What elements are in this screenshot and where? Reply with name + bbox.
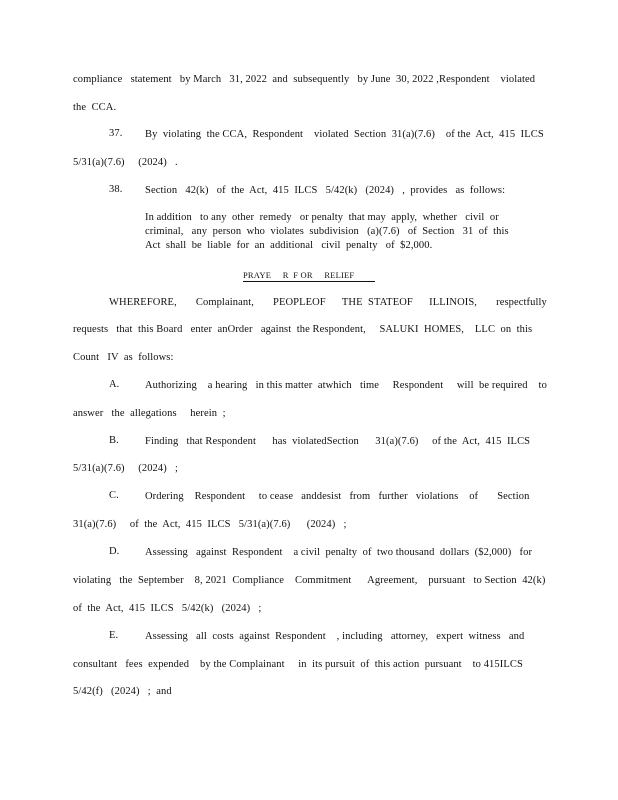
paragraph-line: WHEREFORE, Complainant, PEOPLEOF THE STATEOF ILLINOIS, respectfully xyxy=(109,297,547,308)
list-item-line: Finding that Respondent has violatedSection 31(a)(7.6) of the Act, 415 ILCS xyxy=(145,436,531,447)
list-item-line: consultant fees expended by the Complainant in its pursuit of this action pursuant to 415ILCS xyxy=(73,659,523,670)
list-item-marker: E. xyxy=(109,630,119,641)
list-item-line: Authorizing a hearing in this matter atwhich time Respondent will be required to xyxy=(145,380,547,391)
paragraph-line: Section 42(k) of the Act, 415 ILCS 5/42(k) (2024) , provides as follows: xyxy=(145,185,506,196)
list-item-line: violating the September 8, 2021 Compliance Commitment Agreement, pursuant to Section 42(k) xyxy=(73,575,546,586)
list-item-line: 5/42(f) (2024) ; and xyxy=(73,686,172,697)
list-item-line: answer the allegations herein ; xyxy=(73,408,226,419)
block-quote-line: Act shall be liable for an additional civil penalty of $2,000. xyxy=(145,240,433,251)
section-heading: PRAYE R F OR RELIEF xyxy=(243,269,375,282)
list-item-marker: C. xyxy=(109,490,119,501)
list-item-marker: D. xyxy=(109,546,120,557)
list-item-line: Ordering Respondent to cease anddesist from further violations of Section xyxy=(145,491,530,502)
paragraph-line: requests that this Board enter anOrder against the Respondent, SALUKI HOMES, LLC on this xyxy=(73,324,533,335)
paragraph-line: the CCA. xyxy=(73,102,117,113)
paragraph-number: 37. xyxy=(109,128,123,139)
paragraph-line: 5/31(a)(7.6) (2024) . xyxy=(73,157,178,168)
list-item-line: of the Act, 415 ILCS 5/42(k) (2024) ; xyxy=(73,603,262,614)
list-item-line: 31(a)(7.6) of the Act, 415 ILCS 5/31(a)(7.6) (2024) ; xyxy=(73,519,347,530)
paragraph-line: Count IV as follows: xyxy=(73,352,174,363)
list-item-line: Assessing against Respondent a civil penalty of two thousand dollars ($2,000) for xyxy=(145,547,533,558)
list-item-marker: B. xyxy=(109,435,119,446)
paragraph-line: By violating the CCA, Respondent violated Section 31(a)(7.6) of the Act, 415 ILCS xyxy=(145,129,544,140)
paragraph-line: compliance statement by March 31, 2022 and subsequently by June 30, 2022 ,Respondent violated xyxy=(73,74,536,85)
list-item-line: 5/31(a)(7.6) (2024) ; xyxy=(73,463,179,474)
paragraph-number: 38. xyxy=(109,184,123,195)
list-item-marker: A. xyxy=(109,379,120,390)
block-quote-line: criminal, any person who violates subdivision (a)(7.6) of Section 31 of this xyxy=(145,226,509,237)
block-quote-line: In addition to any other remedy or penalty that may apply, whether civil or xyxy=(145,212,499,223)
list-item-line: Assessing all costs against Respondent , including attorney, expert witness and xyxy=(145,631,525,642)
